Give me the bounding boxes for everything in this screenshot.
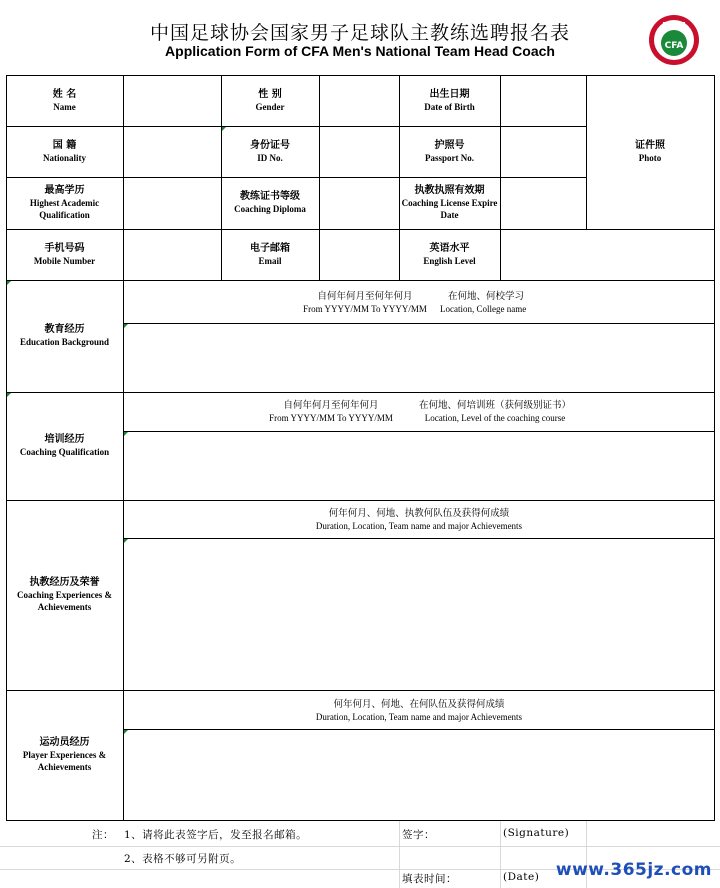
date-label: 填表时间： xyxy=(402,873,457,885)
english-input[interactable] xyxy=(501,230,714,280)
label-gender: 性 别 Gender xyxy=(255,88,285,112)
note-line-1: 1、请将此表签字后，发至报名邮箱。 xyxy=(124,829,308,841)
form-title-en: Application Form of CFA Men's National Team Head Coach xyxy=(165,43,555,59)
label-email: 电子邮箱 Email xyxy=(250,242,290,266)
name-input[interactable] xyxy=(124,76,221,126)
logo-text: CFA xyxy=(664,41,684,51)
qualification-input[interactable] xyxy=(124,178,221,229)
coaching-input[interactable] xyxy=(124,539,714,690)
coaching-hint: 何年何月、何地、执教何队伍及获得何成绩 Duration, Location, Team name and major Achievements xyxy=(315,508,523,531)
signature-input[interactable] xyxy=(587,822,714,846)
dob-input[interactable] xyxy=(501,76,586,126)
training-hint-place: 在何地、何培训班（获何级别证书） Location, Level of the coaching course xyxy=(418,400,571,423)
diploma-input[interactable] xyxy=(320,178,399,229)
notes-label: 注： xyxy=(92,829,114,841)
label-passport: 护照号 Passport No. xyxy=(425,139,474,163)
label-dob: 出生日期 Date of Birth xyxy=(424,88,475,112)
label-diploma: 教练证书等级 Coaching Diploma xyxy=(234,191,306,214)
education-hint-place: 在何地、何校学习 Location, College name xyxy=(440,291,527,314)
signature-label-en: (Signature) xyxy=(503,827,570,839)
label-mobile: 手机号码 Mobile Number xyxy=(33,242,96,266)
id-no-input[interactable] xyxy=(320,127,399,177)
label-name: 姓 名 Name xyxy=(52,88,77,112)
education-hint-time: 自何年何月至何年何月 From YYYY/MM To YYYY/MM xyxy=(303,291,427,314)
date-label-en: (Date) xyxy=(503,871,540,883)
passport-input[interactable] xyxy=(501,127,586,177)
label-id-no: 身份证号 ID No. xyxy=(250,139,290,163)
note-line-2: 2、表格不够可另附页。 xyxy=(124,853,242,865)
label-english: 英语水平 English Level xyxy=(423,242,476,266)
training-input[interactable] xyxy=(124,432,714,500)
nationality-input[interactable] xyxy=(124,127,221,177)
label-qualification: 最高学历 Highest Academic Qualification xyxy=(29,185,100,220)
training-hint-time: 自何年何月至何年何月 From YYYY/MM To YYYY/MM xyxy=(269,400,393,423)
form-title-cn: 中国足球协会国家男子足球队主教练选聘报名表 xyxy=(149,22,570,44)
label-nationality: 国 籍 Nationality xyxy=(42,139,86,163)
cfa-logo xyxy=(648,14,700,66)
label-player: 运动员经历 Player Experiences & Achievements xyxy=(22,737,107,772)
mobile-input[interactable] xyxy=(124,230,221,280)
label-license-expire: 执教执照有效期 Coaching License Expire Date xyxy=(401,185,498,220)
site-watermark: www.365jz.com xyxy=(555,860,712,880)
signature-label: 签字： xyxy=(402,829,435,841)
photo-box[interactable]: 证件照 Photo xyxy=(635,140,665,163)
player-hint: 何年何月、何地、在何队伍及获得何成绩 Duration, Location, Team name and major Achievements xyxy=(315,699,523,722)
email-input[interactable] xyxy=(320,230,399,280)
player-input[interactable] xyxy=(124,730,714,820)
label-education: 教育经历 Education Background xyxy=(19,324,110,347)
label-coaching: 执教经历及荣誉 Coaching Experiences & Achievements xyxy=(17,577,112,612)
gender-input[interactable] xyxy=(320,76,399,126)
license-expire-input[interactable] xyxy=(501,178,586,229)
label-training: 培训经历 Coaching Qualification xyxy=(19,434,110,457)
education-input[interactable] xyxy=(124,324,714,392)
